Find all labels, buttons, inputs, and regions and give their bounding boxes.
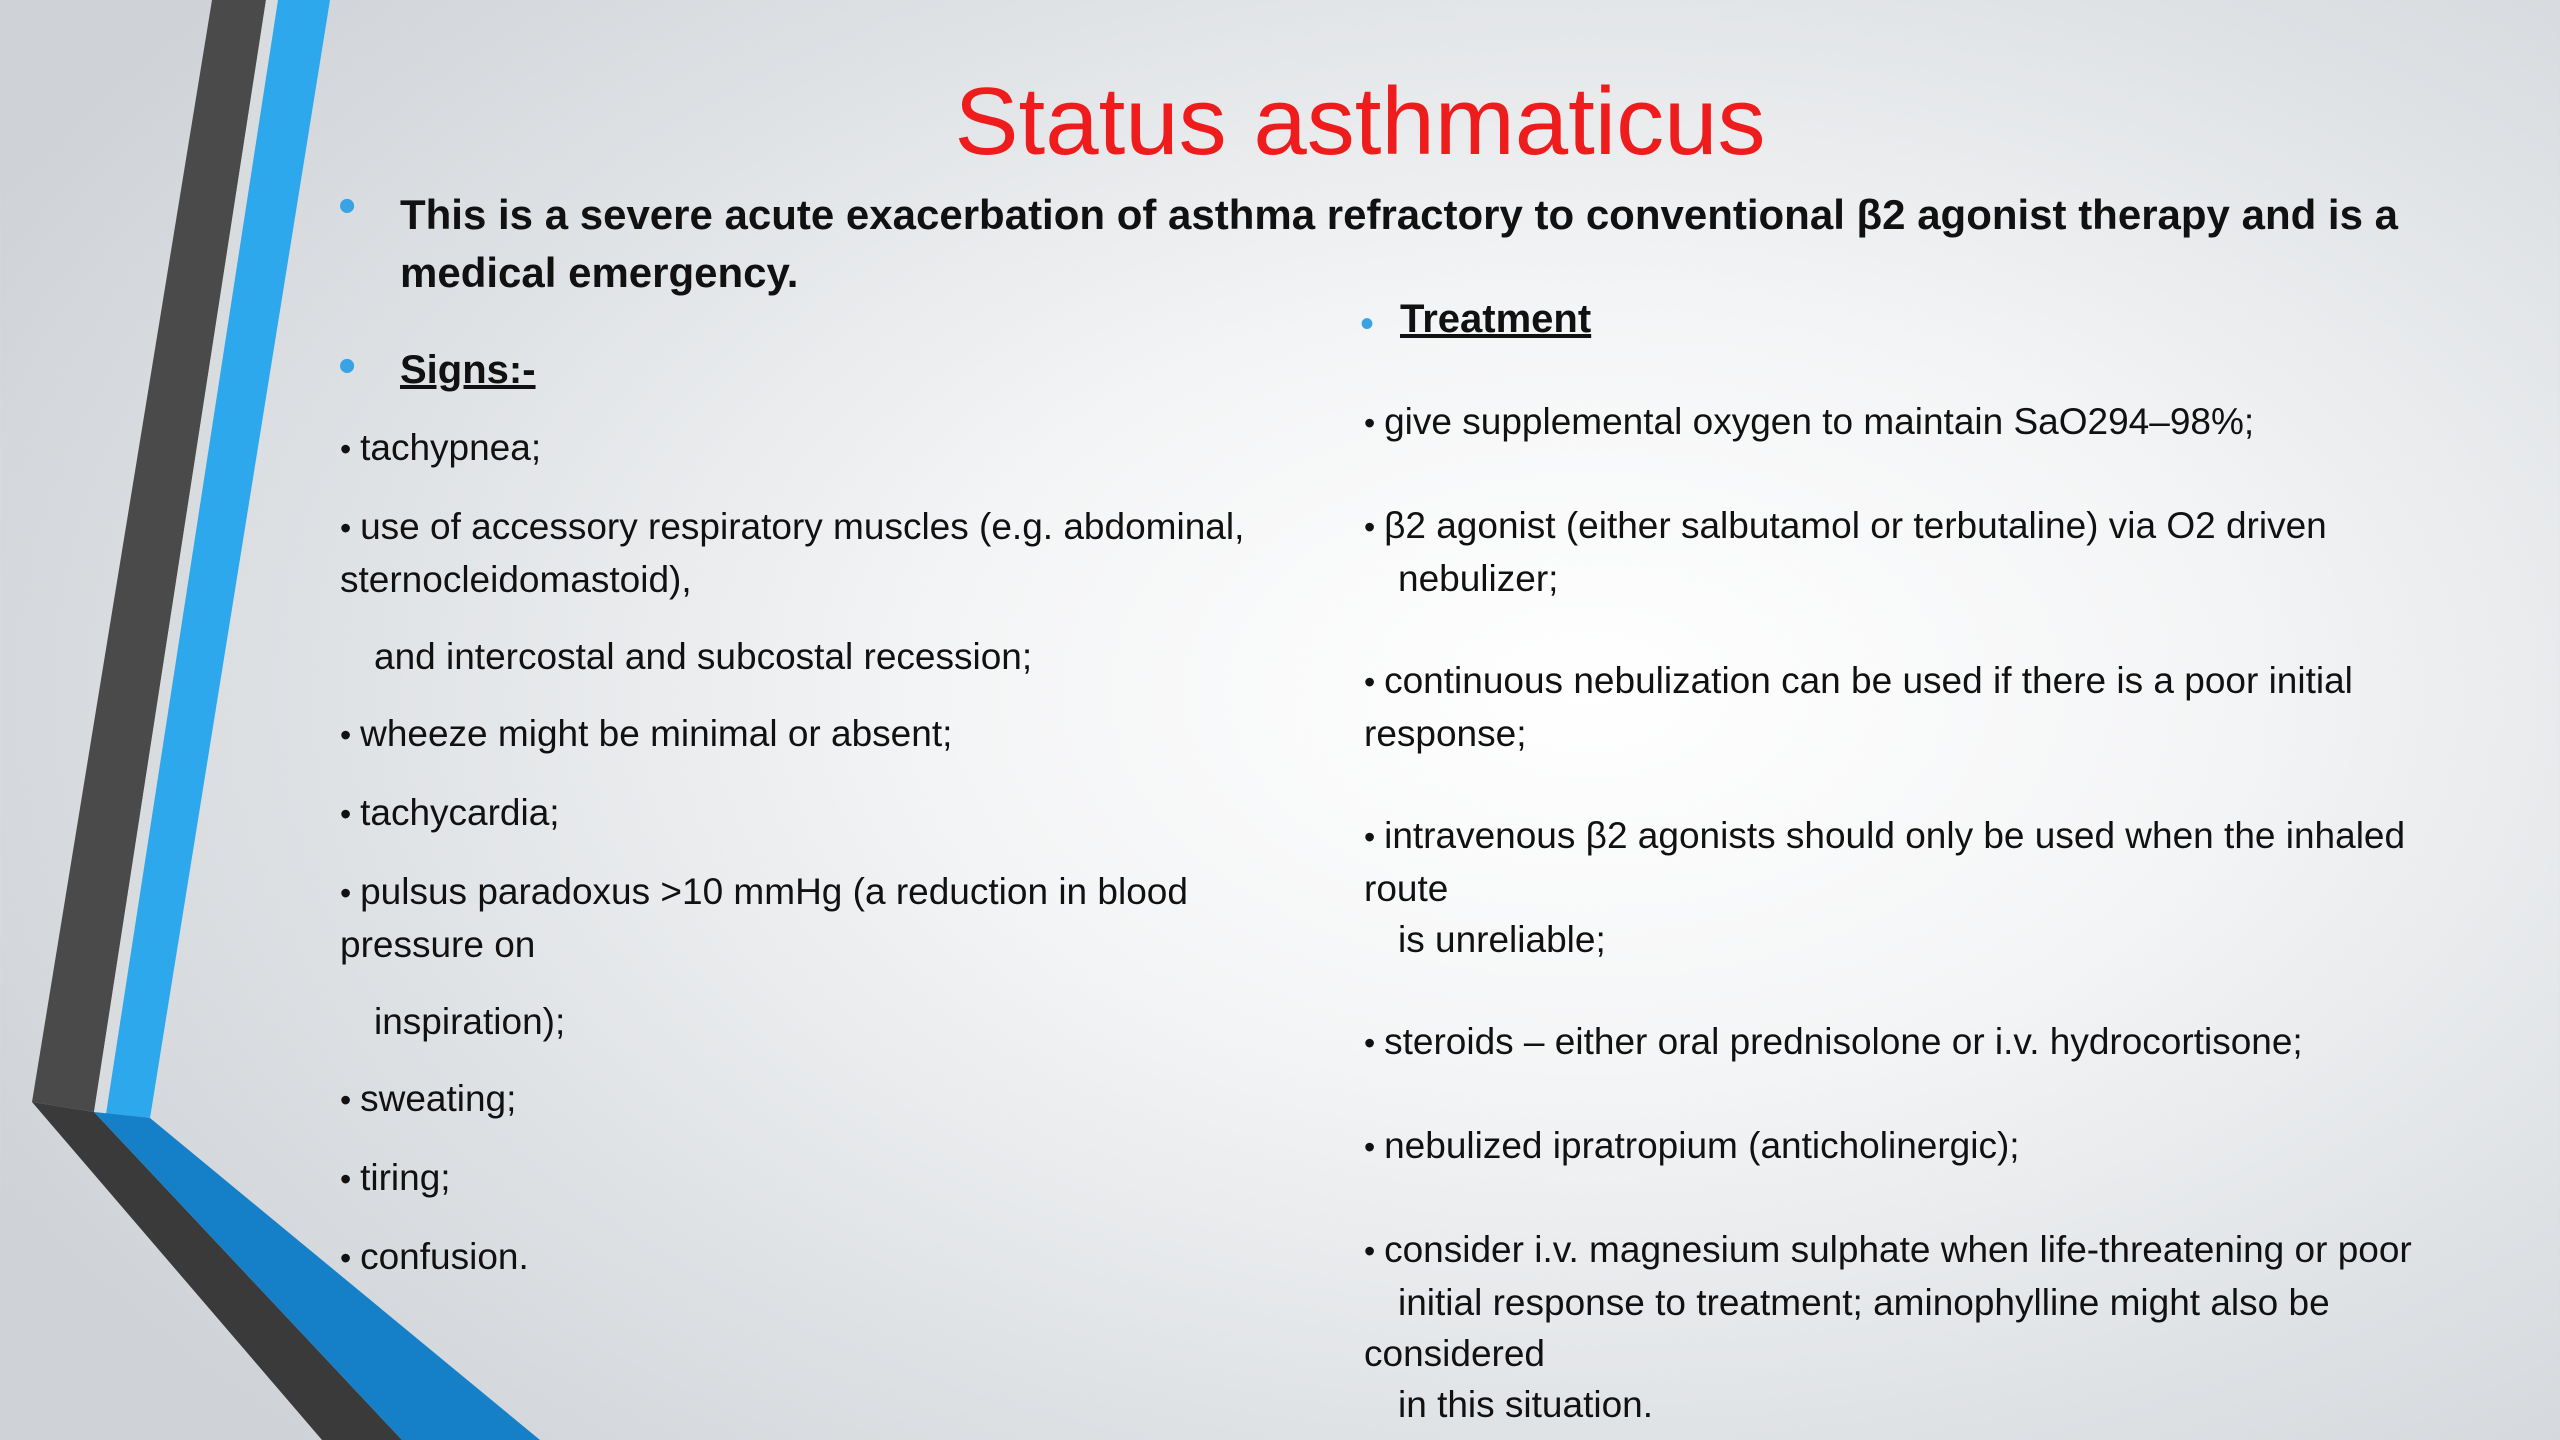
list-bullet: • xyxy=(1364,664,1385,700)
list-item xyxy=(340,708,1300,761)
sign-text-cont: sternocleidomastoid), xyxy=(340,559,692,600)
list-item xyxy=(1364,396,2524,449)
sign-text: tiring; xyxy=(360,1157,451,1198)
list-bullet: • xyxy=(1364,1129,1385,1165)
list-bullet: • xyxy=(340,1240,361,1276)
list-bullet: • xyxy=(1364,509,1385,545)
treatment-text-cont: initial response to treatment; aminophylline might also be xyxy=(1398,1282,2330,1323)
treatment-text: β2 agonist (either salbutamol or terbutaline) via O2 driven xyxy=(1384,505,2327,546)
sign-text-cont: pressure on xyxy=(340,924,536,965)
sign-text: tachycardia; xyxy=(360,792,560,833)
list-item xyxy=(1364,1120,2524,1173)
treatment-list xyxy=(1364,396,2524,1440)
treatment-text-cont: route xyxy=(1364,868,1449,909)
sign-text: confusion. xyxy=(360,1236,529,1277)
treatment-text: give supplemental oxygen to maintain SaO294–98%; xyxy=(1384,401,2255,442)
list-bullet: • xyxy=(1364,405,1385,441)
treatment-heading: Treatment xyxy=(1400,297,1592,341)
treatment-text: steroids – either oral prednisolone or i.v. hydrocortisone; xyxy=(1384,1021,2303,1062)
treatment-text: consider i.v. magnesium sulphate when life-threatening or poor xyxy=(1384,1229,2412,1270)
treatment-text: nebulized ipratropium (anticholinergic); xyxy=(1384,1125,2020,1166)
list-bullet: • xyxy=(340,1161,361,1197)
signs-bullet: • xyxy=(338,337,357,395)
sign-text: sweating; xyxy=(360,1078,517,1119)
sign-text: wheeze might be minimal or absent; xyxy=(360,713,953,754)
treatment-text-cont: is unreliable; xyxy=(1398,919,1606,960)
list-item xyxy=(340,866,1300,970)
list-item xyxy=(340,1231,1300,1284)
list-bullet: • xyxy=(1364,819,1385,855)
list-item xyxy=(340,631,1300,682)
slide-title: Status asthmaticus xyxy=(954,68,1766,175)
list-item xyxy=(340,1073,1300,1126)
signs-list xyxy=(340,422,1300,1310)
list-bullet: • xyxy=(340,796,361,832)
list-item xyxy=(1364,500,2524,604)
list-item xyxy=(340,501,1300,605)
list-bullet: • xyxy=(340,1082,361,1118)
list-item xyxy=(1364,1016,2524,1069)
list-bullet: • xyxy=(340,875,361,911)
sign-text: inspiration); xyxy=(374,1001,566,1042)
signs-heading: Signs:- xyxy=(400,348,536,392)
sign-text: use of accessory respiratory muscles (e.g. abdominal, xyxy=(360,506,1245,547)
treatment-text-cont: considered xyxy=(1364,1333,1546,1374)
treatment-text: continuous nebulization can be used if there is a poor initial xyxy=(1384,660,2353,701)
intro-bullet: • xyxy=(338,177,357,235)
treatment-text-cont: in this situation. xyxy=(1398,1384,1654,1425)
list-bullet: • xyxy=(1364,1025,1385,1061)
list-item xyxy=(1364,655,2524,759)
treatment-text-cont: nebulizer; xyxy=(1398,558,1559,599)
list-bullet: • xyxy=(340,431,361,467)
list-item xyxy=(340,422,1300,475)
list-item xyxy=(340,996,1300,1047)
list-item xyxy=(1364,1224,2524,1430)
intro-text: This is a severe acute exacerbation of asthma refractory to conventional β2 agonist therapy and is a medical emergency. xyxy=(400,191,2398,296)
sign-text: pulsus paradoxus >10 mmHg (a reduction in blood xyxy=(360,871,1188,912)
treatment-text: intravenous β2 agonists should only be used when the inhaled xyxy=(1384,815,2406,856)
treatment-text-cont: response; xyxy=(1364,713,1527,754)
list-bullet: • xyxy=(340,510,361,546)
list-bullet: • xyxy=(340,717,361,753)
list-bullet: • xyxy=(1364,1233,1385,1269)
list-item xyxy=(340,1152,1300,1205)
sign-text: tachypnea; xyxy=(360,427,542,468)
list-item xyxy=(1364,810,2524,965)
treatment-bullet: • xyxy=(1360,302,1375,346)
list-item xyxy=(340,787,1300,840)
sign-text: and intercostal and subcostal recession; xyxy=(374,636,1033,677)
